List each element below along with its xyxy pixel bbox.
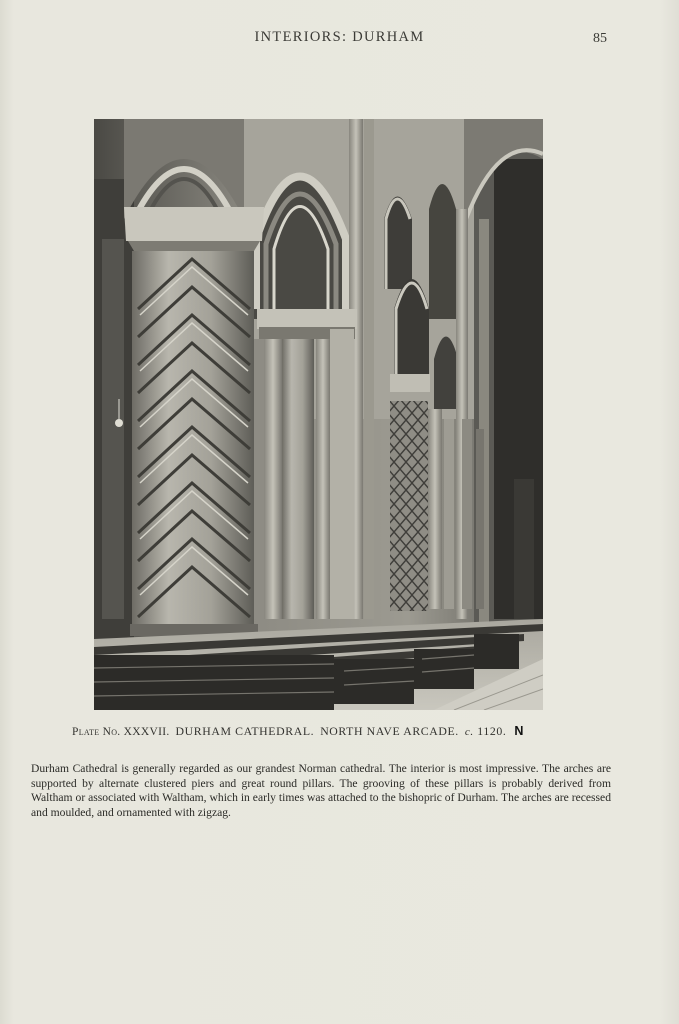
plate-date: 1120.: [477, 724, 507, 738]
circa-label: c.: [464, 726, 474, 738]
plate-label: Plate No. XXXVII.: [72, 726, 170, 738]
plate-title: DURHAM CATHEDRAL.: [175, 724, 315, 738]
description-paragraph: Durham Cathedral is generally regarded as our grandest Norman cathedral. The interior is most impressive. The arches are supported by alternate clustered piers and great round pillars. The grooving of these pillars is probably derived from Waltham or associated with Waltham, which in early times was attached to the bishopric of Durham. The arches are recessed and moulded, and ornamented with zigzag.: [31, 762, 611, 819]
running-head: INTERIORS: DURHAM: [254, 29, 425, 45]
plate-caption: [72, 724, 612, 739]
page-number: 85: [593, 31, 607, 46]
plate-image: [94, 119, 543, 710]
cathedral-photograph: [94, 119, 543, 710]
plate-subtitle: NORTH NAVE ARCADE.: [320, 724, 459, 738]
north-mark: N: [514, 724, 524, 738]
